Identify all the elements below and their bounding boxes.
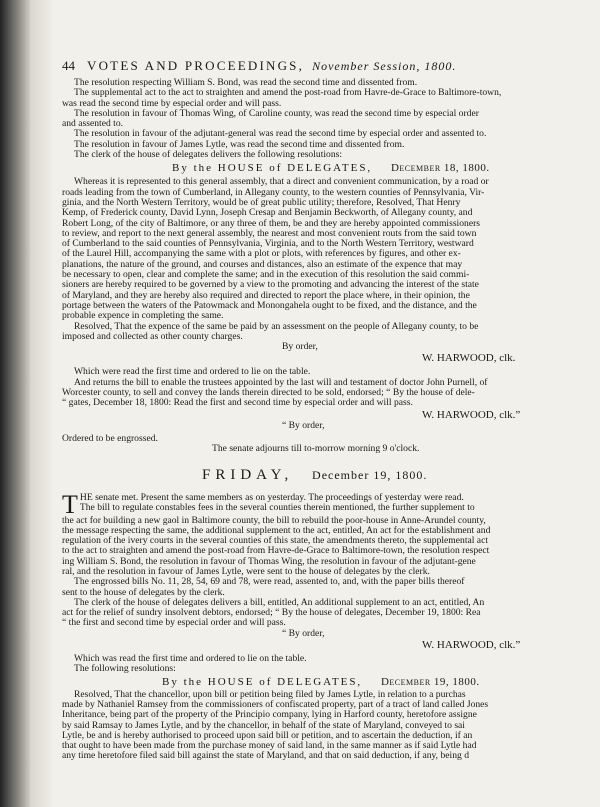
text-line: “ gates, December 18, 1800: Read the first and second time by especial order and will pass.	[62, 398, 413, 409]
page-title: VOTES AND PROCEEDINGS,	[87, 58, 305, 73]
text-line: Which was read the first time and ordered to lie on the table.	[74, 654, 307, 665]
text-line: The bill to regulate constables fees in the several counties therein mentioned, the further supplement to	[79, 502, 475, 513]
text-line: to review, and report to the next general assembly, the nearest and most convenient routs from the said town	[62, 228, 477, 239]
text-line: The resolution in favour of Thomas Wing, of Caroline county, was read the second time by especial order	[74, 108, 479, 119]
text-line: and assented to.	[62, 119, 124, 130]
drop-cap: T	[62, 489, 78, 519]
text-line: And returns the bill to enable the trustees appointed by the last will and testament of doctor John Purnell, of	[74, 377, 488, 388]
proceedings-block-1	[62, 78, 592, 160]
clerk-signature: W. HARWOOD, clk.	[422, 352, 516, 365]
text-line: “ the first and second time by especial order and will pass.	[62, 618, 286, 629]
text-line: HE senate met. Present the same members as on yesterday. The proceedings of yesterday were read.	[79, 492, 464, 503]
text-line: that ought to have been made from the purchase money of said land, in the same manner as if said Lytle had	[62, 741, 477, 752]
proceedings-block-7	[62, 690, 592, 762]
text-line: ing William S. Bond, the resolution in favour of Thomas Wing, the resolution in favour of the adjutant-gene	[62, 556, 476, 567]
text-line: ginia, and the North Western Territory, would be of great public utility; therefore, Resolved, That Henry	[62, 197, 461, 208]
day-date: December 19, 1800.	[312, 467, 428, 482]
text-line: act for the relief of sundry insolvent debtors, endorsed; “ By the house of delegates, December 19, 1800: Rea	[62, 608, 481, 619]
text-line: be necessary to open, clear and complete the same; and in the execution of this resolution the said commi-	[62, 270, 470, 281]
heading-house: By the HOUSE of DELEGATES,	[172, 162, 373, 175]
text-line: was read the second time by especial order and will pass.	[62, 98, 282, 109]
proceedings-block-3	[62, 367, 592, 408]
binding-gutter	[0, 0, 30, 807]
text-line: of Cumberland to the said counties of Pennsylvania, Virginia, and to the North Western Territory, westward	[62, 239, 474, 250]
text-line: Resolved, That the chancellor, upon bill or petition being filed by James Lytle, in relation to a purchas	[74, 689, 466, 700]
text-line: The supplemental act to the act to straighten and amend the post-road from Havre-de-Grace to Baltimore-town,	[74, 88, 502, 99]
text-line: portage between the waters of the Patowmack and Monongahela ought to be fixed, and the distance, and the	[62, 300, 477, 311]
text-line: the message respecting the same, the additional supplement to the act, entitled, An act for the establishment and	[62, 525, 491, 536]
text-line: The resolution in favour of the adjutant-general was read the second time by especial order and assented to.	[74, 129, 487, 140]
by-order: By order,	[282, 342, 318, 353]
text-line: The engrossed bills No. 11, 28, 54, 69 and 78, were read, assented to, and, with the paper bills thereof	[74, 577, 465, 588]
text-line: imposed and collected as other county charges.	[62, 331, 243, 342]
day-name: FRIDAY,	[202, 466, 294, 483]
text-line: sent to the house of delegates by the clerk.	[62, 587, 225, 598]
page-number: 44	[62, 58, 75, 73]
text-line: planations, the nature of the ground, and courses and distances, also an estimate of the expence that may	[62, 259, 463, 270]
section-heading	[62, 162, 592, 175]
clerk-signature: W. HARWOOD, clk.”	[422, 408, 521, 421]
proceedings-block-5	[62, 489, 592, 629]
text-line: The resolution in favour of James Lytle, was read the second time and dissented from.	[74, 139, 405, 150]
text-line: probable expence in completing the same.	[62, 311, 224, 322]
text-line: to the act to straighten and amend the post-road from Havre-de-Grace to Baltimore-town, the resolution respect	[62, 546, 490, 557]
heading-house: By the HOUSE of DELEGATES,	[162, 675, 363, 688]
heading-date: December 19, 1800.	[380, 675, 480, 688]
clerk-signature: W. HARWOOD, clk.”	[422, 639, 521, 652]
text-line: the act for building a new gaol in Baltimore county, the bill to rebuild the poor-house in Anne-Arundel county,	[62, 515, 486, 526]
text-line: of the Laurel Hill, accompanying the same with a plot or plots, with references by figures, and other ex-	[62, 249, 461, 260]
by-order: “ By order,	[282, 420, 325, 431]
by-order: “ By order,	[282, 628, 325, 639]
text-line: Worcester county, to sell and convey the lands therein directed to be sold, endorsed; “ By the house of dele-	[62, 388, 475, 399]
session-label: November Session, 1800.	[312, 59, 457, 73]
text-line: Which were read the first time and ordered to lie on the table.	[74, 367, 311, 378]
text-line: roads leading from the town of Cumberland, in Allegany county, to the western counties of Pennsylvania, Vir-	[62, 187, 485, 198]
text-line: sioners are hereby required to be governed by a view to the promoting and advancing the interest of the state	[62, 280, 479, 291]
section-heading	[62, 676, 592, 689]
text-line: Robert Long, of the city of Baltimore, or any three of them, be and they are hereby appointed commissioners	[62, 218, 481, 229]
text-line: by said Ramsay to James Lytle, and by the chancellor, in behalf of the state of Maryland, conveyed to sai	[62, 720, 465, 731]
day-heading	[62, 465, 592, 485]
proceedings-block-2	[62, 177, 592, 342]
text-line: ral, and the resolution in favour of James Lytle, were sent to the house of delegates by the clerk.	[62, 566, 430, 577]
text-line: The resolution respecting William S. Bond, was read the second time and dissented from.	[74, 78, 418, 88]
page-header	[62, 58, 592, 74]
text-line: Ordered to be engrossed.	[62, 433, 158, 444]
text-line: The clerk of the house of delegates delivers the following resolutions:	[74, 150, 343, 161]
binding-shadow	[30, 0, 52, 807]
text-line: regulation of the ivery courts in the several counties of this state, the amendments thereto, the supplemental act	[62, 536, 488, 547]
text-line: made by Nathaniel Ramsey from the commissioners of confiscated property, part of a tract of land called Jones	[62, 699, 489, 710]
adjournment-line: The senate adjourns till to-morrow morning 9 o'clock.	[212, 444, 420, 455]
heading-date: December 18, 1800.	[390, 162, 490, 175]
text-line: The clerk of the house of delegates delivers a bill, entitled, An additional supplement to an act, entitled, An	[74, 597, 485, 608]
text-line: The following resolutions:	[74, 664, 176, 675]
text-line: of Maryland, and they are hereby also required and directed to report the place where, in their opinion, the	[62, 290, 470, 301]
text-line: Resolved, That the expence of the same be paid by an assessment on the people of Allegany county, to be	[74, 321, 479, 332]
text-line: Lytle, be and is hereby authorised to proceed upon said bill or petition, and to ascertain the deduction, if an	[62, 730, 473, 741]
text-line: Whereas it is represented to this general assembly, that a direct and convenient communication, by a road or	[74, 177, 489, 188]
text-line: Inheritance, being part of the property of the Principio company, lying in Harford county, heretofore assigne	[62, 710, 477, 721]
text-line: Kemp, of Frederick county, David Lynn, Joseph Cresap and Benjamin Beckworth, of Allegany county, and	[62, 208, 473, 219]
text-line: any time heretofore filed said bill against the state of Maryland, and that on said deduction, if any, being d	[62, 751, 469, 762]
